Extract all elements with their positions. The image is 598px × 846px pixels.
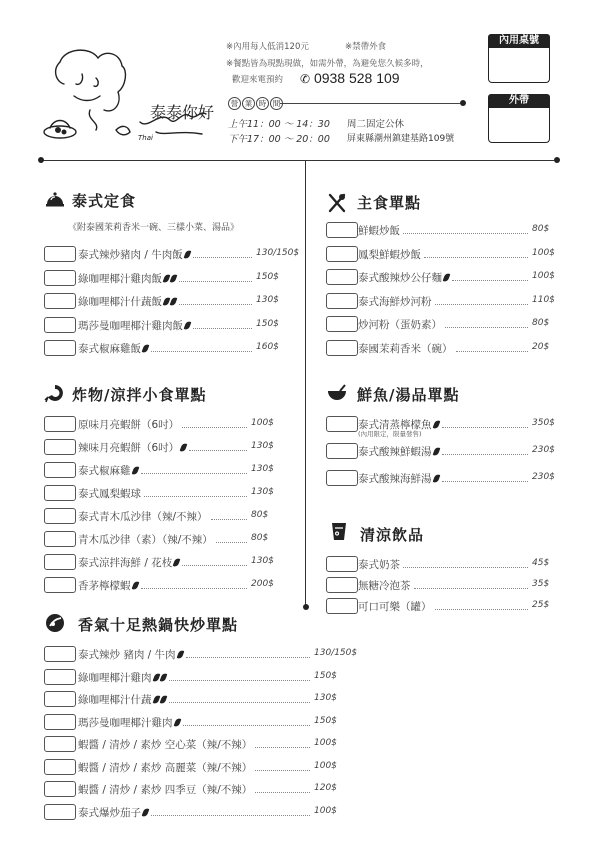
bowl-icon <box>326 382 348 404</box>
section-title-fried: 炸物/涼拌小食單點 <box>72 386 207 404</box>
dotted-leader <box>169 702 311 703</box>
chili-icon <box>173 557 181 567</box>
menu-item-row[interactable] <box>44 577 291 593</box>
dotted-leader <box>452 280 528 281</box>
menu-item-name-text: 炒河粉（蛋奶素） <box>358 319 442 331</box>
menu-item-price: 100$ <box>532 271 555 281</box>
column-divider <box>305 160 306 608</box>
quantity-box[interactable] <box>44 531 76 547</box>
quantity-box[interactable] <box>44 317 76 333</box>
menu-item-price: 230$ <box>532 472 555 482</box>
menu-item-price: 230$ <box>532 445 555 455</box>
notice-no-outside-food: ※禁帶外食 <box>345 42 387 52</box>
menu-item-name-text: 綠咖哩椰汁雞肉 <box>78 671 152 684</box>
menu-item-name-text: 香茅檸檬蝦 <box>78 580 131 592</box>
quantity-box[interactable] <box>44 293 76 309</box>
menu-item-name <box>78 532 213 547</box>
menu-item-price: 45$ <box>532 558 550 568</box>
menu-item-name <box>78 294 176 309</box>
divider-dot <box>460 100 466 106</box>
menu-item-name <box>78 463 138 478</box>
menu-item-price: 100$ <box>314 760 337 771</box>
quantity-box[interactable] <box>44 804 76 820</box>
menu-item-row[interactable] <box>326 222 572 238</box>
menu-item-name-text: 蝦醬 / 清炒 / 素炒 四季豆（辣/不辣） <box>78 784 253 796</box>
menu-item-row[interactable] <box>44 246 300 262</box>
menu-item-name-text: 泰式涼拌海鮮 / 花枝 <box>78 557 173 569</box>
menu-item-name-text: 綠咖哩椰汁雞肉飯 <box>78 272 162 285</box>
menu-item-name-text: 泰式椒麻雞 <box>78 465 131 477</box>
chili-icon <box>184 320 192 330</box>
menu-item-name-text: 綠咖哩椰汁什蔬飯 <box>78 296 162 308</box>
menu-item-name-text: 泰式爆炒茄子 <box>78 806 141 819</box>
menu-item-row[interactable] <box>326 470 572 486</box>
menu-item-name-text: 泰式清蒸檸檬魚 <box>358 419 432 431</box>
dotted-leader <box>445 327 528 328</box>
menu-item-name <box>78 692 166 707</box>
chili-icon <box>432 473 440 483</box>
quantity-box[interactable] <box>326 293 358 309</box>
menu-item-name <box>358 599 432 614</box>
menu-item-row[interactable] <box>44 691 354 707</box>
menu-item-row[interactable] <box>44 554 291 570</box>
menu-item-price: 150$ <box>256 271 279 282</box>
menu-item-row[interactable] <box>44 293 296 309</box>
dotted-leader <box>442 454 529 455</box>
dotted-leader <box>442 481 529 482</box>
menu-item-name <box>78 670 166 685</box>
quantity-box[interactable] <box>326 269 358 285</box>
menu-item-row[interactable] <box>44 804 354 820</box>
dotted-leader <box>435 609 529 610</box>
menu-item-price: 160$ <box>256 342 279 352</box>
dotted-leader <box>183 725 311 726</box>
menu-item-name-text: 可口可樂（罐） <box>358 601 432 613</box>
dotted-leader <box>182 565 247 566</box>
menu-item-name-text: 蝦醬 / 清炒 / 素炒 高麗菜（辣/不辣） <box>78 761 253 774</box>
menu-item-price: 80$ <box>251 510 269 520</box>
notice-min-charge: ※內用每人低消120元 <box>226 42 309 52</box>
menu-item-row[interactable] <box>326 556 572 572</box>
menu-item-row[interactable] <box>326 340 572 356</box>
menu-item-name-text: 泰式酸辣海鮮湯 <box>358 473 432 485</box>
menu-item-row[interactable] <box>44 317 296 333</box>
quantity-box[interactable] <box>44 485 76 501</box>
address: 屏東縣潮州鎮建基路109號 <box>347 134 455 144</box>
menu-item-row[interactable] <box>44 781 354 797</box>
menu-item-price: 150$ <box>256 318 279 329</box>
drink-glass-icon <box>328 520 350 542</box>
menu-item-row[interactable] <box>44 416 291 432</box>
menu-item-price: 150$ <box>314 670 337 681</box>
menu-item-row[interactable] <box>44 714 354 730</box>
quantity-box[interactable] <box>44 714 76 730</box>
menu-item-price: 80$ <box>251 533 269 543</box>
section-title-mains: 主食單點 <box>357 194 422 212</box>
dotted-leader <box>151 351 252 352</box>
dotted-leader <box>169 680 311 681</box>
menu-item-name <box>358 557 400 572</box>
menu-item-name <box>358 471 439 486</box>
menu-item-row[interactable] <box>44 759 354 775</box>
menu-item-row[interactable] <box>44 340 296 356</box>
menu-item-name-text: 綠咖哩椰汁什蔬 <box>78 694 152 706</box>
menu-item-name <box>358 270 449 285</box>
dotted-leader <box>255 792 310 793</box>
quantity-box[interactable] <box>44 416 76 432</box>
dotted-leader <box>216 542 247 543</box>
dotted-leader <box>141 473 248 474</box>
chili-icon <box>183 249 191 259</box>
menu-item-row[interactable] <box>44 270 296 286</box>
menu-item-name <box>78 760 252 775</box>
hours-char: 間 <box>270 97 283 110</box>
menu-item-price: 110$ <box>532 294 555 305</box>
dotted-leader <box>442 427 529 428</box>
takeout-label: 外帶 <box>488 94 550 108</box>
dotted-leader <box>186 657 310 658</box>
menu-item-name-text: 泰式海鮮炒河粉 <box>358 295 432 308</box>
menu-item-price: 80$ <box>532 224 550 234</box>
menu-item-row[interactable] <box>44 646 358 662</box>
menu-item-name <box>358 341 453 356</box>
menu-item-row[interactable] <box>44 439 291 455</box>
chili-icon <box>142 343 150 353</box>
quantity-box[interactable] <box>326 577 358 593</box>
quantity-box[interactable] <box>44 669 76 685</box>
menu-item-name <box>78 417 179 432</box>
dotted-leader <box>189 450 247 451</box>
menu-item-price: 35$ <box>532 579 550 589</box>
chili-icon <box>432 446 440 456</box>
hours-char: 時 <box>256 97 269 110</box>
menu-item-name-text: 泰式酸辣炒公仔麵 <box>358 272 442 284</box>
menu-item-price: 200$ <box>251 579 274 589</box>
menu-item-row[interactable] <box>326 598 572 614</box>
chili-icon <box>152 694 160 704</box>
dotted-leader <box>403 567 528 568</box>
menu-item-name <box>78 555 179 570</box>
section-title-set-meals: 泰式定食 <box>72 192 137 210</box>
chili-icon <box>142 807 150 817</box>
menu-item-row[interactable] <box>326 246 572 262</box>
menu-item-row[interactable] <box>44 485 291 501</box>
section-title-drinks: 清涼飲品 <box>360 526 425 544</box>
menu-item-name <box>358 417 439 432</box>
menu-item-row[interactable] <box>326 316 572 332</box>
dotted-leader <box>403 233 528 234</box>
restaurant-logo <box>30 40 230 150</box>
quantity-box[interactable] <box>44 759 76 775</box>
menu-item-name-text: 泰國茉莉香米（碗） <box>358 342 453 355</box>
quantity-box[interactable] <box>44 462 76 478</box>
notice-reserve: 歡迎來電預約 <box>232 75 284 85</box>
menu-item-price: 120$ <box>314 783 337 793</box>
menu-item-name <box>78 271 176 286</box>
chili-icon <box>131 465 139 475</box>
menu-item-name <box>78 318 190 333</box>
chili-icon <box>131 580 139 590</box>
menu-item-name <box>78 341 148 356</box>
menu-item-price: 130$ <box>251 464 274 474</box>
dotted-leader <box>211 519 247 520</box>
phone-icon: ✆ <box>300 72 311 86</box>
dotted-leader <box>193 257 252 258</box>
menu-item-row[interactable] <box>326 577 572 593</box>
chili-icon <box>170 273 178 283</box>
menu-item-name <box>78 509 208 524</box>
chili-icon <box>170 296 178 306</box>
menu-item-name-text: 泰式酸辣鮮蝦湯 <box>358 446 432 458</box>
menu-item-name-text: 泰式辣炒豬肉 / 牛肉飯 <box>78 249 183 261</box>
menu-item-name-text: 泰式鳳梨蝦球 <box>78 488 141 500</box>
quantity-box[interactable] <box>44 270 76 286</box>
menu-item-price: 25$ <box>532 600 550 610</box>
svg-text:Thai: Thai <box>138 134 153 142</box>
dotted-leader <box>456 351 529 352</box>
menu-item-price: 20$ <box>532 341 550 352</box>
dine-in-label: 內用桌號 <box>488 34 550 48</box>
quantity-box[interactable] <box>44 340 76 356</box>
menu-item-price: 130$ <box>251 441 274 451</box>
quantity-box[interactable] <box>326 470 358 486</box>
menu-item-name <box>78 578 138 593</box>
divider-dot-left <box>38 157 44 163</box>
header-divider <box>42 160 558 161</box>
menu-item-price: 150$ <box>314 715 337 726</box>
menu-item-row[interactable] <box>326 416 572 438</box>
section-title-wok: 香氣十足熱鍋快炒單點 <box>78 616 239 634</box>
menu-item-name <box>78 805 148 820</box>
quantity-box[interactable] <box>44 246 76 262</box>
menu-item-row[interactable] <box>44 508 291 524</box>
menu-item-price: 130/150$ <box>256 248 300 258</box>
section-title-fish-soup: 鮮魚/湯品單點 <box>357 386 460 404</box>
dine-in-table-box[interactable] <box>488 34 550 83</box>
menu-item-name-text: 泰式青木瓜沙律（辣/不辣） <box>78 511 208 523</box>
dotted-leader <box>255 770 310 771</box>
menu-item-price: 80$ <box>532 318 550 328</box>
menu-item-price: 130$ <box>251 556 274 566</box>
menu-item-name <box>78 715 180 730</box>
dotted-leader <box>255 747 310 748</box>
quantity-box[interactable] <box>326 416 358 432</box>
closed-day: 周二固定公休 <box>347 119 405 130</box>
menu-item-name <box>78 737 252 752</box>
menu-item-name <box>358 578 411 593</box>
menu-item-price: 100$ <box>532 247 555 258</box>
menu-item-price: 130$ <box>256 295 279 305</box>
chili-icon <box>176 649 184 659</box>
menu-item-row[interactable] <box>44 462 291 478</box>
hours-char: 業 <box>242 97 255 110</box>
menu-item-name <box>358 294 432 309</box>
menu-item-row[interactable] <box>326 269 572 285</box>
menu-item-name-text: 泰式椒麻雞飯 <box>78 343 141 355</box>
menu-item-row[interactable] <box>44 736 354 752</box>
phone-number[interactable] <box>300 70 400 86</box>
logo-text: 泰泰你好 <box>150 103 215 122</box>
menu-item-note: (內用限定，限量發售) <box>358 430 422 438</box>
menu-item-name <box>78 486 141 501</box>
menu-item-row[interactable] <box>44 669 354 685</box>
menu-item-row[interactable] <box>326 293 572 309</box>
menu-item-price: 130/150$ <box>314 648 358 658</box>
quantity-box[interactable] <box>326 316 358 332</box>
menu-item-price: 130$ <box>251 487 274 497</box>
quantity-box[interactable] <box>44 439 76 455</box>
hours-morning: 上午11：00 ～ 14：30 <box>228 119 330 130</box>
wok-icon <box>44 612 66 634</box>
dotted-leader <box>179 281 252 282</box>
dotted-leader <box>414 588 529 589</box>
menu-item-row[interactable] <box>326 443 572 459</box>
menu-item-name <box>358 223 400 238</box>
quantity-box[interactable] <box>326 598 358 614</box>
chili-icon <box>432 419 440 429</box>
cloche-icon <box>44 188 66 210</box>
hours-tag <box>228 97 283 110</box>
quantity-box[interactable] <box>326 340 358 356</box>
menu-item-name <box>358 444 439 459</box>
menu-item-name <box>78 647 183 662</box>
menu-item-name-text: 瑪莎曼咖哩椰汁雞肉 <box>78 716 173 729</box>
quantity-box[interactable] <box>326 443 358 459</box>
chili-icon <box>173 717 181 727</box>
menu-item-price: 130$ <box>314 693 337 703</box>
quantity-box[interactable] <box>326 222 358 238</box>
menu-item-name <box>78 782 252 797</box>
menu-item-row[interactable] <box>44 531 291 547</box>
chili-icon <box>443 272 451 282</box>
menu-item-name-text: 鮮蝦炒飯 <box>358 225 400 237</box>
quantity-box[interactable] <box>44 736 76 752</box>
menu-item-name-text: 蝦醬 / 清炒 / 素炒 空心菜（辣/不辣） <box>78 739 253 751</box>
notice-takeout: ※餐點皆為現點現做，如需外帶，為避免您久候多時， <box>226 59 429 69</box>
quantity-box[interactable] <box>44 508 76 524</box>
shrimp-icon <box>44 382 66 404</box>
dotted-leader <box>141 588 248 589</box>
dotted-leader <box>151 815 310 816</box>
menu-item-name-text: 泰式辣炒 豬肉 / 牛肉 <box>78 649 176 661</box>
utensils-icon <box>326 192 348 214</box>
takeout-box[interactable] <box>488 94 550 143</box>
menu-item-name <box>358 247 421 262</box>
quantity-box[interactable] <box>44 577 76 593</box>
menu-item-price: 100$ <box>251 418 274 428</box>
quantity-box[interactable] <box>44 646 76 662</box>
dotted-leader <box>182 427 247 428</box>
divider-dot-right <box>554 157 560 163</box>
menu-item-name <box>358 317 442 332</box>
menu-item-name-text: 辣味月亮蝦餅（6吋） <box>78 442 180 454</box>
quantity-box[interactable] <box>44 554 76 570</box>
menu-item-price: 350$ <box>532 418 555 428</box>
dotted-leader <box>424 257 528 258</box>
menu-item-price: 100$ <box>314 805 337 816</box>
dotted-leader <box>435 304 529 305</box>
hours-evening: 下午17：00 ～ 20：00 <box>228 134 330 145</box>
hours-divider <box>280 103 460 104</box>
quantity-box[interactable] <box>44 691 76 707</box>
menu-item-name-text: 原味月亮蝦餅（6吋） <box>78 419 180 431</box>
quantity-box[interactable] <box>326 246 358 262</box>
menu-item-name <box>78 440 186 455</box>
quantity-box[interactable] <box>326 556 358 572</box>
divider-dot-bottom <box>303 604 309 610</box>
menu-item-name-text: 瑪莎曼咖哩椰汁雞肉飯 <box>78 319 183 332</box>
menu-item-name-text: 泰式奶茶 <box>358 559 400 571</box>
phone-text: 0938 528 109 <box>313 70 400 86</box>
dotted-leader <box>193 328 252 329</box>
menu-item-name <box>78 247 190 262</box>
hours-char: 營 <box>228 97 241 110</box>
menu-item-name-text: 鳳梨鮮蝦炒飯 <box>358 248 421 261</box>
quantity-box[interactable] <box>44 781 76 797</box>
chili-icon <box>180 442 188 452</box>
menu-item-name-text: 青木瓜沙律（素）（辣/不辣） <box>78 534 213 546</box>
menu-item-name-text: 無糖冷泡茶 <box>358 580 411 592</box>
set-meals-subtitle: 《附泰國茉莉香米一碗、三樣小菜、湯品》 <box>68 223 240 233</box>
menu-item-price: 100$ <box>314 738 337 748</box>
dotted-leader <box>179 304 252 305</box>
dotted-leader <box>144 496 247 497</box>
